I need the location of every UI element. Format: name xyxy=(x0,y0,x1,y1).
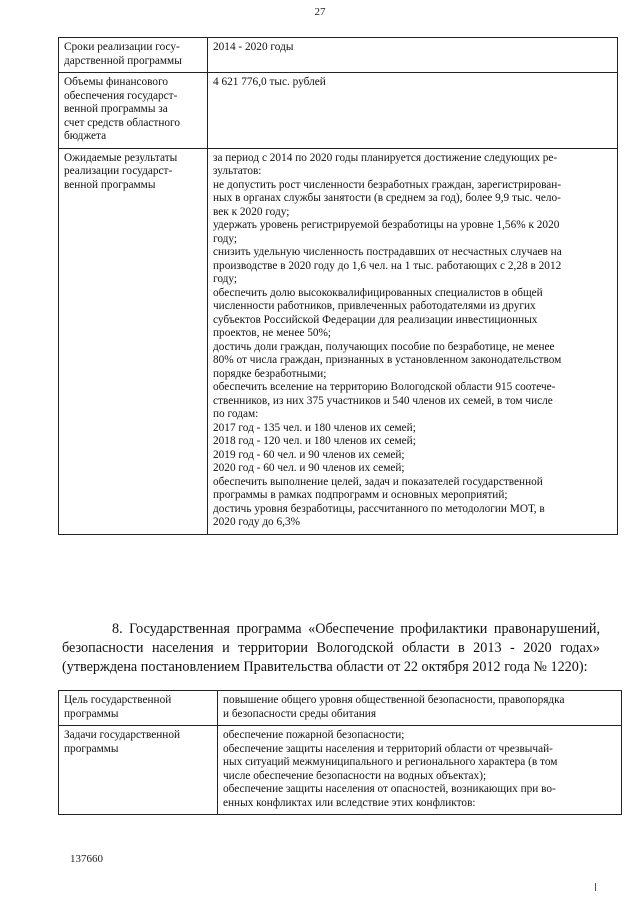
value-line: достичь доли граждан, получающих пособие по безработице, не менее xyxy=(213,340,555,353)
value-line: порядке безработными; xyxy=(213,367,327,380)
value-line: 2018 год - 120 чел. и 180 членов их семей; xyxy=(213,435,416,447)
value-line: проектов, не менее 50%; xyxy=(213,327,332,339)
row-label-cell xyxy=(59,38,208,73)
label-line: программы xyxy=(64,707,119,720)
value-line: обеспечить вселение на территорию Вологодской области 915 соотече- xyxy=(213,381,556,393)
label-line: дарственной программы xyxy=(64,54,182,67)
value-line: по годам: xyxy=(213,408,259,420)
label-line: Сроки реализации госу- xyxy=(64,41,180,53)
value-line: век к 2020 году; xyxy=(213,205,290,218)
value-line: обеспечение защиты населения и территорий области от чрезвычай- xyxy=(223,742,553,755)
scan-edge-mark xyxy=(595,883,596,891)
section-heading: 8. Государственная программа «Обеспечение профилактики правонарушений, безопасности населения и территории Вологодской области в 2013 - 2020 годах» (утверждена постановлением Правительства области от 22 октября 2012 года № 1220): xyxy=(62,621,600,675)
table-row xyxy=(59,691,622,726)
label-line: обеспечения государст- xyxy=(64,89,178,102)
value-line: повышение общего уровня общественной безопасности, правопорядка xyxy=(223,694,565,706)
program-goals-table xyxy=(58,690,622,815)
value-line: 2017 год - 135 чел. и 180 членов их семей; xyxy=(213,421,416,434)
row-label-cell xyxy=(59,691,218,726)
label-line: программы xyxy=(64,742,119,755)
value-line: ных в органах службы занятости (в среднем за год), более 9,9 тыс. чело- xyxy=(213,192,561,204)
value-line: не допустить рост численности безработных граждан, зарегистрирован- xyxy=(213,178,562,191)
table-row xyxy=(59,726,622,815)
label-line: венной программы за xyxy=(64,103,168,115)
value-line: численности работников, привлеченных работодателями из других xyxy=(213,300,536,312)
table-row xyxy=(59,38,618,73)
label-line: Ожидаемые результаты xyxy=(64,151,178,164)
value-line: 2020 год - 60 чел. и 90 членов их семей; xyxy=(213,462,405,474)
value-line: удержать уровень регистрируемой безработицы на уровне 1,56% к 2020 xyxy=(213,219,560,231)
label-line: Задачи государственной xyxy=(64,729,181,741)
value-line: енных конфликтах или вследствие этих конфликтов: xyxy=(223,796,476,809)
value-line: субъектов Российской Федерации для реализации инвестиционных xyxy=(213,313,538,326)
value-line: производстве в 2020 году до 1,6 чел. на 1 тыс. работающих с 2,28 в 2012 xyxy=(213,259,562,272)
value-line: достичь уровня безработицы, рассчитанного по методологии МОТ, в xyxy=(213,502,545,515)
value-line: 80% от числа граждан, признанных в установленном законодательством xyxy=(213,354,562,366)
expected-results-cell xyxy=(208,148,618,534)
value-line: году; xyxy=(213,232,238,245)
value-line: за период с 2014 по 2020 годы планируется достижение следующих ре- xyxy=(213,151,558,164)
table-row xyxy=(59,148,618,534)
label-line: Объемы финансового xyxy=(64,76,169,88)
value-line: году; xyxy=(213,273,238,285)
label-line: реализации государст- xyxy=(64,165,173,177)
value-line: снизить удельную численность пострадавших от несчастных случаев на xyxy=(213,246,562,258)
program-summary-table xyxy=(58,37,618,535)
label-line: счет средств областного xyxy=(64,116,181,129)
value-line: обеспечить выполнение целей, задач и показателей государственной xyxy=(213,475,543,488)
label-line: бюджета xyxy=(64,130,107,142)
table-row xyxy=(59,73,618,149)
row-label-cell xyxy=(59,148,208,534)
value-line: 2014 - 2020 годы xyxy=(213,41,294,53)
value-line: обеспечение защиты населения от опасностей, возникающих при во- xyxy=(223,783,556,795)
value-line: программы в рамках подпрограмм и основных мероприятий; xyxy=(213,489,508,501)
row-value-cell xyxy=(208,38,618,73)
row-value-cell xyxy=(208,73,618,149)
value-line: ных ситуаций межмуниципального и регионального характера (в том xyxy=(223,756,558,768)
value-line: 2020 году до 6,3% xyxy=(213,516,301,528)
value-line: 4 621 776,0 тыс. рублей xyxy=(213,76,326,88)
label-line: венной программы xyxy=(64,178,156,191)
footer-code: 137660 xyxy=(70,853,103,865)
row-value-cell xyxy=(218,691,622,726)
value-line: 2019 год - 60 чел. и 90 членов их семей; xyxy=(213,448,405,461)
row-label-cell xyxy=(59,73,208,149)
value-line: обеспечение пожарной безопасности; xyxy=(223,729,405,741)
value-line: зультатов: xyxy=(213,165,262,177)
row-value-cell xyxy=(218,726,622,815)
row-label-cell xyxy=(59,726,218,815)
label-line: Цель государственной xyxy=(64,694,172,706)
page-number: 27 xyxy=(314,6,326,18)
value-line: ственников, из них 375 участников и 540 членов их семей, в том числе xyxy=(213,394,553,407)
value-line: обеспечить долю высококвалифицированных специалистов в общей xyxy=(213,286,543,299)
value-line: и безопасности среды обитания xyxy=(223,707,377,720)
value-line: числе обеспечение безопасности на водных объектах); xyxy=(223,769,487,782)
